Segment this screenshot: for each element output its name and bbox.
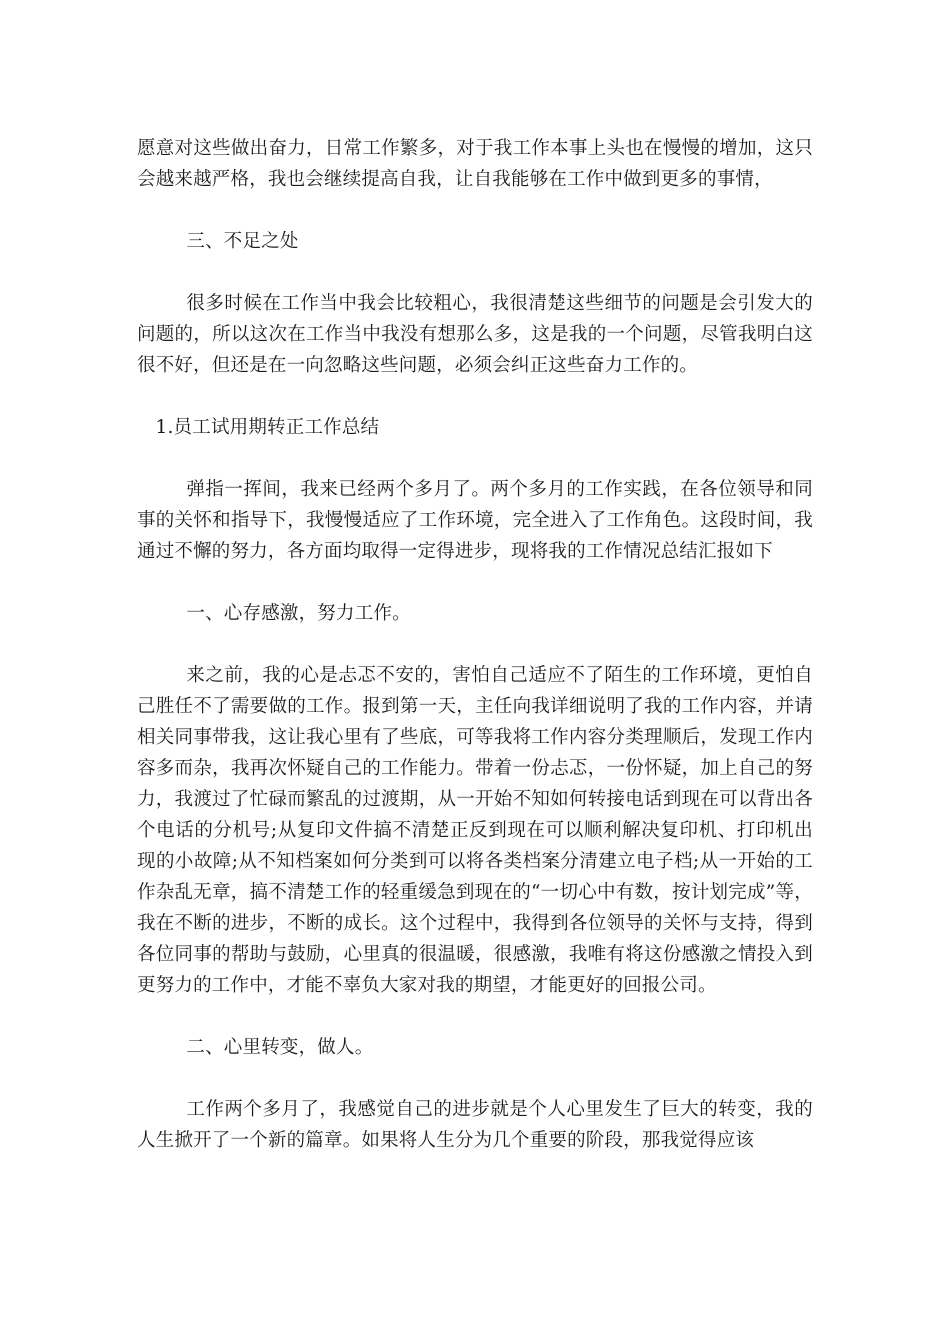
paragraph-intro: 弹指一挥间，我来已经两个多月了。两个多月的工作实践，在各位领导和同事的关怀和指导下，我慢慢适应了工作环境，完全进入了工作角色。这段时间，我通过不懈的努力，各方面均取得一定得进步，现将我的工作情况总结汇报如下 xyxy=(137,479,813,562)
document-body xyxy=(137,133,813,1187)
paragraph-shortcomings: 很多时候在工作当中我会比较粗心，我很清楚这些细节的问题是会引发大的问题的，所以这次在工作当中我没有想那么多，这是我的一个问题，尽管我明白这很不好，但还是在一向忽略这些问题，必须会纠正这些奋力工作的。 xyxy=(137,293,813,376)
paragraph-gratitude: 来之前，我的心是忐忑不安的，害怕自己适应不了陌生的工作环境，更怕自己胜任不了需要做的工作。报到第一天，主任向我详细说明了我的工作内容，并请相关同事带我，这让我心里有了些底，可等我将工作内容分类理顺后，发现工作内容多而杂，我再次怀疑自己的工作能力。带着一份忐忑，一份怀疑，加上自己的努力，我渡过了忙碌而繁乱的过渡期，从一开始不知如何转接电话到现在可以背出各个电话的分机号;从复印文件搞不清楚正反到现在可以顺利解决复印机、打印机出现的小故障;从不知档案如何分类到可以将各类档案分清建立电子档;从一开始的工作杂乱无章，搞不清楚工作的轻重缓急到现在的“一切心中有数，按计划完成”等，我在不断的进步，不断的成长。这个过程中，我得到各位领导的关怀与支持，得到各位同事的帮助与鼓励，心里真的很温暖，很感激，我唯有将这份感激之情投入到更努力的工作中，才能不辜负大家对我的期望，才能更好的回报公司。 xyxy=(137,665,813,996)
paragraph-mindset: 工作两个多月了，我感觉自己的进步就是个人心里发生了巨大的转变，我的人生掀开了一个新的篇章。如果将人生分为几个重要的阶段，那我觉得应该 xyxy=(137,1099,813,1151)
section-heading-mindset: 二、心里转变，做人。 xyxy=(186,1037,374,1058)
article-title: 1.员工试用期转正工作总结 xyxy=(155,417,380,438)
section-heading-shortcomings: 三、不足之处 xyxy=(186,231,299,252)
section-heading-gratitude: 一、心存感激，努力工作。 xyxy=(186,603,411,624)
paragraph-continuation: 愿意对这些做出奋力，日常工作繁多，对于我工作本事上头也在慢慢的增加，这只会越来越严格，我也会继续提高自我，让自我能够在工作中做到更多的事情， xyxy=(137,138,813,190)
